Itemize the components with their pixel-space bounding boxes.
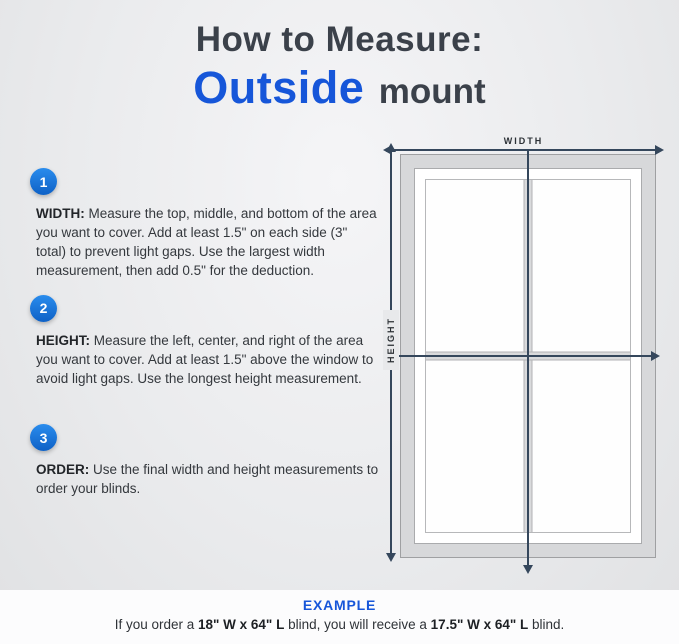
arrow-right-icon — [655, 145, 664, 155]
example-suffix: blind. — [528, 617, 565, 632]
step-2-number-badge: 2 — [30, 295, 57, 322]
middle-arrow-right-icon — [651, 351, 660, 361]
step-2-label: HEIGHT: — [36, 332, 90, 348]
width-label: WIDTH — [503, 136, 544, 146]
title-line2 — [0, 62, 679, 114]
center-vertical-measure-line — [527, 151, 529, 566]
middle-horizontal-measure-line — [392, 355, 652, 357]
step-1-text — [36, 204, 380, 281]
example-received-size: 17.5" W x 64" L — [430, 617, 529, 632]
center-arrow-down-icon — [523, 565, 533, 574]
example-ordered-size: 18" W x 64" L — [198, 617, 285, 632]
width-measure-line — [389, 149, 658, 151]
height-label: HEIGHT — [383, 310, 399, 370]
example-text — [0, 617, 679, 632]
step-2-text — [36, 331, 380, 388]
step-3-body: Use the final width and height measurements to order your blinds. — [36, 462, 379, 497]
step-3 — [30, 424, 380, 498]
title-line1: How to Measure: — [195, 20, 484, 59]
example-title: EXAMPLE — [302, 597, 377, 613]
step-1-label: WIDTH: — [36, 206, 85, 221]
example-middle: blind, you will receive a — [284, 617, 431, 632]
step-1-number-badge: 1 — [30, 168, 57, 195]
step-2-body: Measure the left, center, and right of the area you want to cover. Add at least 1.5" above the window to avoid light gaps. Use the longest height measurement. — [36, 332, 374, 386]
title-rest: mount — [378, 72, 486, 111]
step-1-body: Measure the top, middle, and bottom of the area you want to cover. Add at least 1.5" on each side (3" total) to prevent light gaps. Use the largest width measurement, then add 0.5" for the deduction. — [36, 206, 377, 279]
example-prefix: If you order a — [114, 617, 198, 632]
steps-list — [30, 168, 380, 512]
step-2 — [30, 295, 380, 388]
step-3-text — [36, 460, 380, 498]
step-3-number-badge: 3 — [30, 424, 57, 451]
step-1 — [30, 168, 380, 281]
arrow-down-icon — [386, 553, 396, 562]
page-title — [0, 20, 679, 114]
title-highlight: Outside — [193, 62, 365, 113]
example-section — [0, 590, 679, 644]
step-3-label: ORDER: — [36, 462, 90, 478]
